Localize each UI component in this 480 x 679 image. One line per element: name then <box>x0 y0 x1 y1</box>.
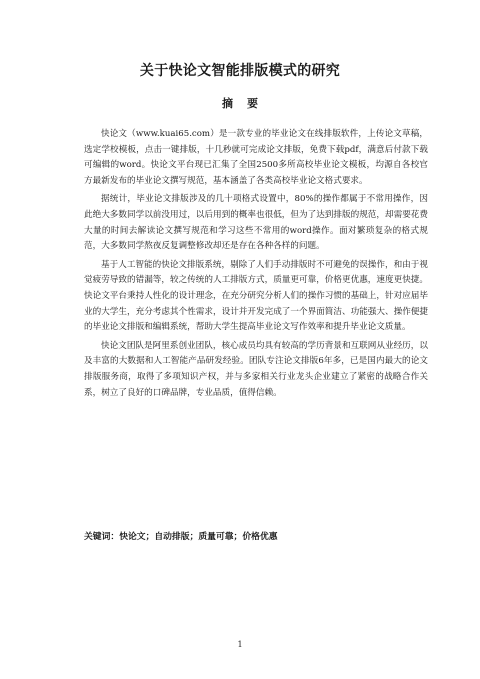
abstract-paragraph-2: 据统计，毕业论文排版涉及的几十项格式设置中，80%的操作都属于不常用操作，因此绝大多数同学以前没用过，以后用到的概率也很低，但为了达到排版的规范，却需要花费大量的时间去解读论文撰写规范和学习这些不常用的word操作。面对繁琐复杂的格式规范，大多数同学熬夜反复调整修改却还是存在各种各样的问题。 <box>84 194 428 252</box>
abstract-paragraph-3: 基于人工智能的快论文排版系统，剔除了人们手动排版时不可避免的误操作，和由于视觉疲劳导致的错漏等，较之传统的人工排版方式，质量更可靠，价格更优惠，速度更快捷。快论文平台秉持人性化的设计理念，在充分研究分析人们的操作习惯的基础上，针对应届毕业的大学生，充分考虑其个性需求，设计并开发完成了一个界面简洁、功能强大、操作便捷的毕业论文排版和编辑系统，帮助大学生提高毕业论文写作效率和提升毕业论文质量。 <box>84 259 428 333</box>
abstract-body <box>84 127 428 404</box>
keywords-line: 关键词：快论文；自动排版；质量可靠；价格优惠 <box>84 532 278 542</box>
abstract-paragraph-1: 快论文（www.kuai65.com）是一款专业的毕业论文在线排版软件，上传论文草稿，选定学校模板，点击一键排版，十几秒就可完成论文排版，免费下载pdf，满意后付款下载可编辑的word。快论文平台现已汇集了全国2500多所高校毕业论文模板，均源自各校官方最新发布的毕业论文撰写规范，基本涵盖了各类高校毕业论文格式要求。 <box>84 129 428 186</box>
paper-title: 关于快论文智能排版模式的研究 <box>139 63 341 79</box>
abstract-heading: 摘要 <box>222 97 272 110</box>
abstract-paragraph-4: 快论文团队是阿里系创业团队，核心成员均具有较高的学历背景和互联网从业经历，以及丰富的大数据和人工智能产品研发经验。团队专注论文排版6年多，已是国内最大的论文排版服务商，取得了多项知识产权，并与多家相关行业龙头企业建立了紧密的战略合作关系，树立了良好的口碑品牌，专业品质，值得信赖。 <box>84 340 428 398</box>
page-number: 1 <box>237 640 243 649</box>
